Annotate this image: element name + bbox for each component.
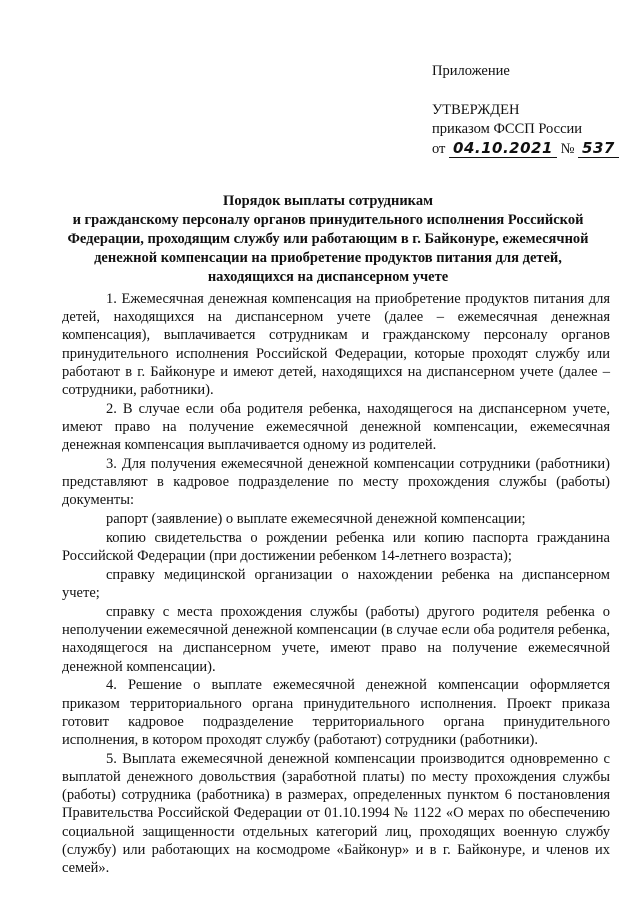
- handwritten-number: 537: [578, 139, 619, 158]
- handwritten-date: 04.10.2021: [449, 139, 557, 158]
- list-item-report: рапорт (заявление) о выплате ежемесячной денежной компенсации;: [106, 511, 526, 528]
- list-item-medical-certificate: справку медицинской организации о нахождении ребенка на диспансерном учете;: [62, 567, 610, 602]
- document-title: [46, 192, 610, 287]
- list-item-birth-certificate: копию свидетельства о рождении ребенка или копию паспорта гражданина Российской Федерации (при достижении ребенком 14-летнего возраста);: [62, 530, 610, 565]
- order-date-number-line: [432, 139, 632, 159]
- paragraph-2: 2. В случае если оба родителя ребенка, находящегося на диспансерном учете, имеют право на получение ежемесячной денежной компенсации, ежемесячная денежная компенсация выплачивается одному из родителей.: [62, 400, 610, 454]
- date-prefix: от: [432, 141, 446, 157]
- title-line: находящихся на диспансерном учете: [207, 269, 449, 285]
- spacer: [432, 81, 632, 101]
- paragraph-4: 4. Решение о выплате ежемесячной денежной компенсации оформляется приказом территориального органа принудительного исполнения. Проект приказа готовит кадровое подразделение территориального органа принудительного исполнения, в котором проходят службу (работают) сотрудники (работники).: [62, 677, 610, 749]
- list-item-other-parent-certificate: справку с места прохождения службы (работы) другого родителя ребенка о неполучении ежемесячной денежной компенсации (в случае если оба родителя ребенка, находящегося на диспансерном учете, имеют право на получение ежемесячной денежной компенсации).: [62, 604, 610, 675]
- title-line: Федерации, проходящим службу или работающим в г. Байконуре, ежемесячной: [67, 231, 589, 247]
- order-by-label: приказом ФССП России: [432, 121, 583, 137]
- annex-label: Приложение: [432, 63, 510, 79]
- title-line: Порядок выплаты сотрудникам: [223, 193, 433, 209]
- paragraph-5: 5. Выплата ежемесячной денежной компенсации производится одновременно с выплатой денежного довольствия (заработной платы) по месту прохождения службы (работы) сотрудника (работника) в размерах, определенных пунктом 6 постановления Правительства Российской Федерации от 01.10.1994 № 1122 «О мерах по обеспечению социальной защищенности отдельных категорий лиц, проходящих военную службу (службу) или работающих на космодроме «Байконур» и в г. Байконуре, и членов их семей».: [62, 750, 610, 877]
- approved-label: УТВЕРЖДЕН: [432, 102, 520, 118]
- approval-block: [432, 62, 632, 159]
- paragraph-3: 3. Для получения ежемесячной денежной компенсации сотрудники (работники) представляют в кадровое подразделение по месту прохождения службы (работы) документы:: [62, 456, 610, 509]
- number-prefix: №: [560, 141, 575, 157]
- title-line: и гражданскому персоналу органов принудительного исполнения Российской: [72, 212, 584, 228]
- document-body: [62, 290, 610, 878]
- paragraph-1: 1. Ежемесячная денежная компенсация на приобретение продуктов питания для детей, находящихся на диспансерном учете (далее – ежемесячная денежная компенсация), выплачивается сотрудникам и гражданскому персоналу органов принудительного исполнения Российской Федерации, которые проходят службу или работают в г. Байконуре и имеют детей, находящихся на диспансерном учете (далее – сотрудники, работники).: [62, 291, 610, 399]
- title-line: денежной компенсации на приобретение продуктов питания для детей,: [94, 250, 562, 266]
